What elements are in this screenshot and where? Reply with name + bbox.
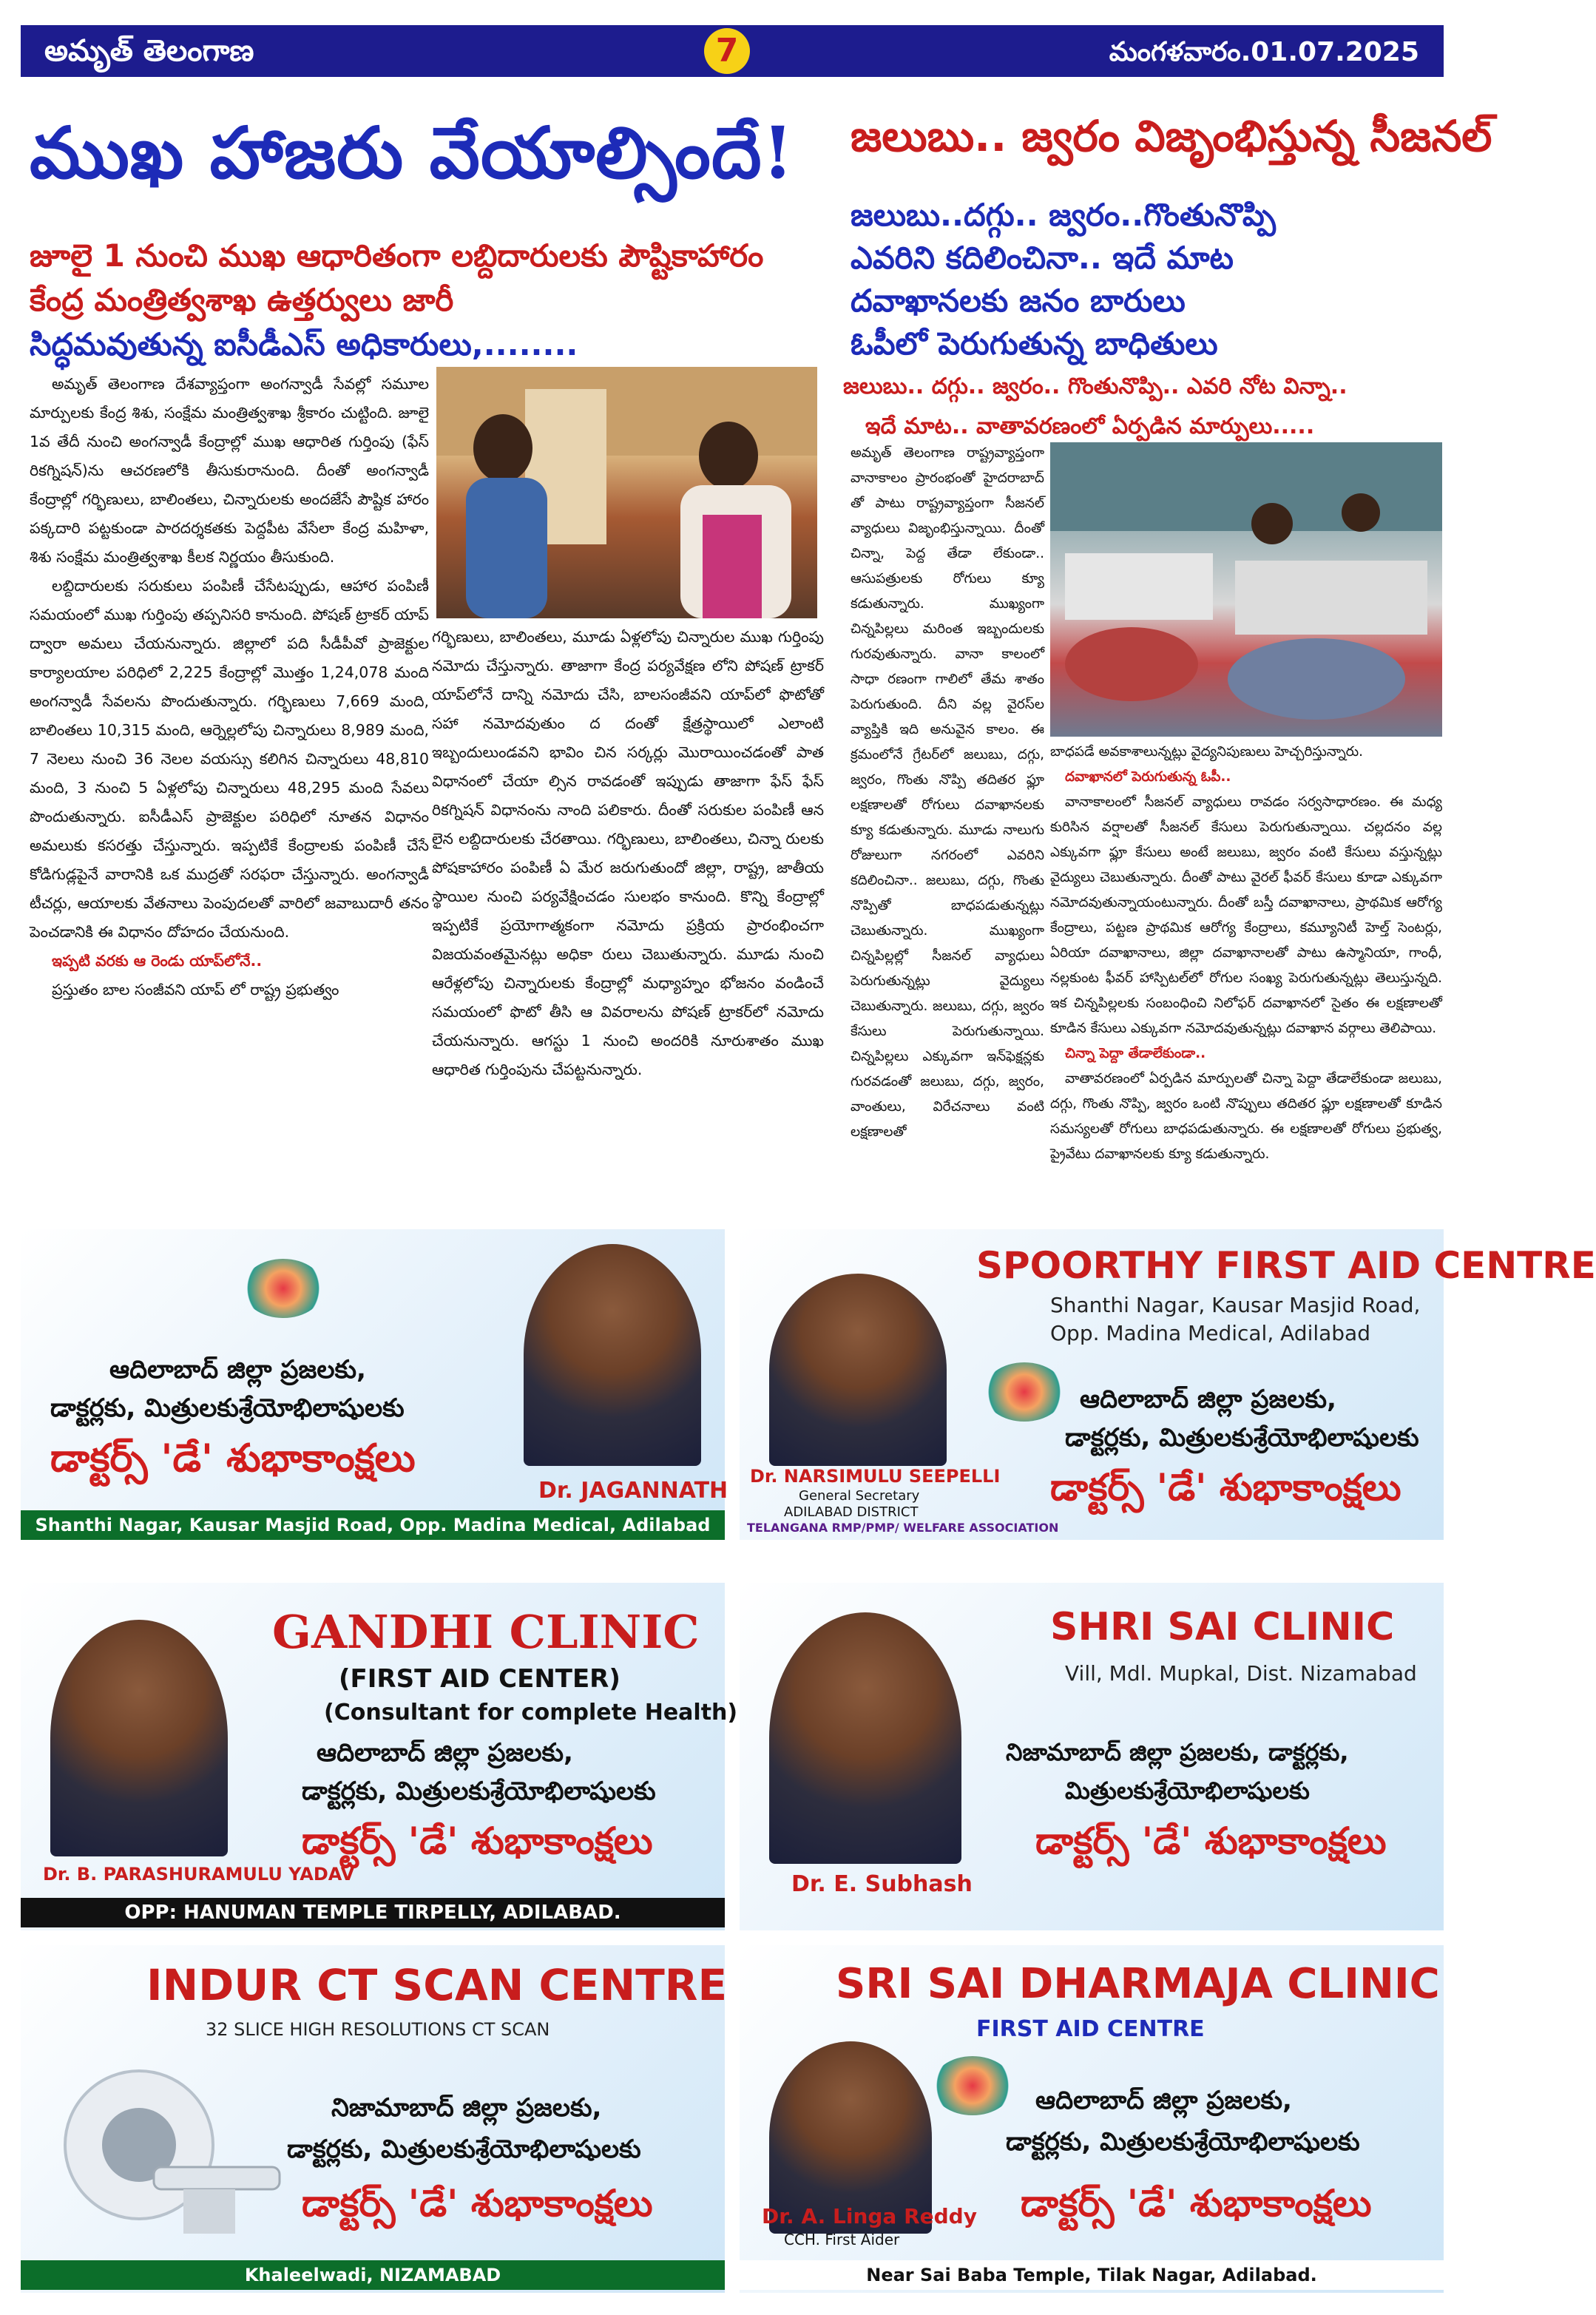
lead-subhead-3: సిద్ధమవుతున్న ఐసీడీఎస్ అధికారులు,........	[30, 326, 578, 362]
lead-paragraph-3: ప్రస్తుతం బాల సంజీవని యాప్ లో రాష్ట్ర ప్రభుత్వం	[52, 981, 339, 998]
doctor-role-3: TELANGANA RMP/PMP/ WELFARE ASSOCIATION	[747, 1521, 1059, 1535]
paper-name: అమృత్ తెలంగాణ	[44, 34, 254, 68]
lead-paragraph-2: లబ్దిదారులకు సరుకులు పంపిణీ చేసేటప్పుడు, ఆహార పంపిణీ సమయంలో ముఖ గుర్తింపు తప్పనిసరి కానుంది. పోషణ్ ట్రాకర్ యాప్ ద్వారా అమలు చేయనున్నారు. జిల్లాలో పది సీడీపీవో ప్రాజెక్టుల కార్యాలయాల పరిధిలో 2,225 కేంద్రాల్లో మొత్తం 1,24,078 మంది అంగన్వాడీ సేవలను పొందుతున్నారు. గర్భిణులు 7,669 మంది, బాలింతలు 10,315 మంది, ఆర్నెల్లలోపు చిన్నారులు 8,989 మంది, 7 నెలలు నుంచి 36 నెలల వయస్సు కలిగిన చిన్నారులు 48,810 మంది, 3 నుంచి 5 ఏళ్లలోపు చిన్నారులు 48,295 మంది సేవలు పొందుతున్నారు. ఐసీడీఎస్ ప్రాజెక్టుల పరిధిలో నూతన విధానం అమలుకు కసరత్తు చేస్తున్నారు. ఇప్పటికే కేంద్రాలకు పంపిణీ చేసే కోడిగుడ్లపైనే వారానికి ఒక ముద్రతో సరఫరా చేస్తున్నారు. అంగన్వాడీ టీచర్లు, ఆయాలకు వేతనాలు పెంపుదలతో వారిలో జవాబుదారీ తనం పెంచడానికి ఈ విధానం దోహదం చేయనుంది.	[30, 577, 429, 941]
issue-date: మంగళవారం.01.07.2025	[1109, 37, 1419, 67]
hospital-photo	[1050, 442, 1442, 737]
ad-doctors-day: డాక్టర్స్ 'డే' శుభాకాంక్షలు	[1050, 1466, 1401, 1509]
flower-bouquet-icon	[984, 1362, 1065, 1422]
health-section-heading-2: చిన్నా పెద్దా తేడాలేకుండా..	[1065, 1046, 1206, 1061]
flower-bouquet-icon	[932, 2056, 1013, 2115]
health-column-2	[1050, 740, 1442, 1222]
lead-subhead-2: కేంద్ర మంత్రిత్వశాఖ ఉత్తర్వులు జారీ	[30, 282, 454, 318]
flower-bouquet-icon	[243, 1259, 324, 1318]
lead-section-heading: ఇప్పటి వరకు ఆ రెండు యాప్‌లోనే..	[52, 952, 263, 970]
ad-wish-line-2: మిత్రులకుశ్రేయోభిలాషులకు	[1065, 1777, 1310, 1805]
ad-wish-line-2: డాక్టర్లకు, మిత్రులకుశ్రేయోభిలాషులకు	[50, 1393, 405, 1423]
doctor-name: Dr. E. Subhash	[791, 1871, 973, 1897]
ad-jagannath	[21, 1229, 728, 1540]
ad-subtitle: 32 SLICE HIGH RESOLUTIONS CT SCAN	[206, 2019, 550, 2040]
anganwadi-photo	[436, 367, 817, 618]
health-paragraph-1: బాధపడే అవకాశాలున్నట్లు వైద్యనిపుణులు హెచ్చరిస్తున్నారు.	[1050, 744, 1364, 760]
ad-address: Vill, Mdl. Mupkal, Dist. Nizamabad	[1065, 1661, 1417, 1686]
doctor-portrait	[769, 1274, 947, 1466]
ad-subtitle-2: (Consultant for complete Health)	[324, 1700, 738, 1726]
ad-doctors-day: డాక్టర్స్ 'డే' శుభాకాంక్షలు	[1035, 1819, 1387, 1862]
ad-wish-line-1: ఆదిలాబాద్ జిల్లా ప్రజలకు,	[109, 1355, 366, 1385]
health-subhead-2: ఎవరిని కదిలించినా.. ఇదే మాట	[851, 240, 1234, 276]
ad-wish-line-1: నిజామాబాద్ జిల్లా ప్రజలకు, డాక్టర్లకు,	[1006, 1738, 1349, 1766]
doctor-role: CCH. First Aider	[784, 2231, 900, 2248]
doctor-role-1: General Secretary	[799, 1488, 920, 1504]
ad-doctors-day: డాక్టర్స్ 'డే' శుభాకాంక్షలు	[302, 2182, 653, 2225]
health-subhead-3: దవాఖానలకు జనం బారులు	[851, 283, 1186, 319]
ad-gandhi-clinic	[21, 1583, 738, 1930]
health-column-1: అమృత్ తెలంగాణ రాష్ట్రవ్యాప్తంగా వానాకాలం ప్రారంభంతో హైదరాబాద్ తో పాటు రాష్ట్రవ్యాప్తంగా సీజనల్ వ్యాధులు విజృంభిస్తున్నాయి. దీంతో చిన్నా, పెద్ద తేడా లేకుండా.. ఆసుపత్రులకు రోగులు క్యూ కడుతున్నారు. ముఖ్యంగా చిన్నపిల్లలు మరింత ఇబ్బందులకు గురవుతున్నారు. వానా కాలంలో సాధా రణంగా గాలిలో తేమ శాతం పెరుగుతుంది. దీని వల్ల వైరస్‌ల వ్యాప్తికి ఇది అనువైన కాలం. ఈ క్రమంలోనే గ్రేటర్‌లో జలుబు, దగ్గు, జ్వరం, గొంతు నొప్పి తదితర ఫ్లూ లక్షణాలతో రోగులు దవాఖానలకు క్యూ కడుతున్నారు. మూడు నాలుగు రోజులుగా నగరంలో ఎవరిని కదిలించినా.. జలుబు, దగ్గు, గొంతు నొప్పితో బాధపడుతున్నట్లు చెబుతున్నారు. ముఖ్యంగా చిన్నపిల్లల్లో సీజనల్ వ్యాధులు పెరుగుతున్నట్లు వైద్యులు చెబుతున్నారు. జలుబు, దగ్గు, జ్వరం కేసులు పెరుగుతున్నాయి. చిన్నపిల్లలు ఎక్కువగా ఇన్‌ఫెక్షన్లకు గురవడంతో జలుబు, దగ్గు, జ్వరం, వాంతులు, విరేచనాలు వంటి లక్షణాలతో	[851, 445, 1044, 1140]
lead-column-2: గర్భిణులు, బాలింతలు, మూడు ఏళ్లలోపు చిన్నారుల ముఖ గుర్తింపు నమోదు చేస్తున్నారు. తాజాగా కేంద్ర పర్యవేక్షణ లోని పోషణ్ ట్రాకర్ యాప్‌లోనే దాన్ని నమోదు చేసి, బాలసంజీవని యాప్‌లో ఫొటోతో సహా నమోదవుతుం ద దంతో క్షేత్రస్థాయిలో ఎలాంటి ఇబ్బందులుండవని భావిం చిన సర్కర్లు మొరాయించడంతో పాత విధానంలో చేయా ల్సిన రావడంతో ఇప్పుడు తాజాగా ఫేస్ ఫేస్ రికగ్నిషన్ విధానంను నాంది పలికారు. దీంతో సరుకుల పంపిణీ ఆన లైన లబ్దిదారులకు చేరతాయి. గర్భిణులు, బాలింతలు, చిన్నా రులకు పోషకాహారం పంపిణీ ఏ మేర జరుగుతుందో జిల్లా, రాష్ట్ర, జాతీయ స్థాయిల నుంచి పర్యవేక్షించడం సులభం కానుంది. కొన్ని కేంద్రాల్లో ఇప్పటికే ప్రయోగాత్మకంగా నమోదు ప్రక్రియ ప్రారంభించగా విజయవంతమైనట్లు అధికా రులు చెబుతున్నారు. మూడు నుంచి ఆరేళ్లలోపు చిన్నారులకు కేంద్రాల్లో మధ్యాహ్నం భోజనం వండించే సమయంలో ఫొటో తీసి ఆ వివరాలను పోషణ్ ట్రాకర్‌లో నమోదు చేయనున్నారు. ఆగస్టు 1 నుంచి అందరికి నూరుశాతం ముఖ ఆధారిత గుర్తింపును చేపట్టనున్నారు.	[432, 628, 824, 1078]
anganwadi-photo-illustration	[436, 367, 817, 618]
doctor-name: Dr. A. Linga Reddy	[762, 2204, 977, 2228]
ad-title: SRI SAI DHARMAJA CLINIC	[836, 1960, 1440, 2008]
health-tagline-2: ఇదే మాట.. వాతావరణంలో ఏర్పడిన మార్పులు.....	[865, 413, 1315, 439]
ct-scanner-icon	[35, 2056, 287, 2241]
ad-footer: Near Sai Baba Temple, Tilak Nagar, Adilabad.	[740, 2260, 1444, 2290]
ad-wish-line-1: నిజామాబాద్ జిల్లా ప్రజలకు,	[331, 2093, 602, 2123]
ad-footer: OPP: HANUMAN TEMPLE TIRPELLY, ADILABAD.	[21, 1898, 725, 1927]
doctor-role-2: ADILABAD DISTRICT	[784, 1504, 919, 1520]
doctor-portrait	[769, 1612, 961, 1864]
lead-subhead-1: జూలై 1 నుంచి ముఖ ఆధారితంగా లబ్దిదారులకు పౌష్టికాహారం	[30, 237, 764, 274]
doctor-name: Dr. NARSIMULU SEEPELLI	[750, 1466, 1001, 1487]
ad-sri-sai-dharmaja-clinic	[740, 1945, 1444, 2293]
doctor-name: Dr. JAGANNATH	[538, 1478, 728, 1504]
health-tagline-1: జలుబు.. దగ్గు.. జ్వరం.. గొంతునొప్పి.. ఎవరి నోట విన్నా..	[843, 374, 1348, 399]
doctor-name: Dr. B. PARASHURAMULU YADAV	[43, 1864, 355, 1885]
health-paragraph-2: వానాకాలంలో సీజనల్ వ్యాధులు రావడం సర్వసాధారణం. ఈ మధ్య కురిసిన వర్షాలతో సీజనల్ కేసులు పెరుగుతున్నాయి. చల్లదనం వల్ల ఎక్కువగా ఫ్లూ కేసులు అంటే జలుబు, జ్వరం వంటి కేసులు వస్తున్నట్లు వైద్యులు చెబుతున్నారు. దీంతో పాటు వైరల్ ఫీవర్ కేసులు కూడా ఎక్కువగా నమోదవుతున్నాయంటున్నారు. దీంతో బస్తీ దవాఖానాలు, ప్రాథమిక ఆరోగ్య కేంద్రాలు, పట్టణ ప్రాథమిక ఆరోగ్య కేంద్రాలు, కమ్యూనిటీ హెల్త్ సెంటర్లు, ఏరియా దవాఖానాలు, జిల్లా దవాఖానాలతో పాటు ఉస్మానియా, గాంధీ, నల్లకుంట ఫీవర్ హాస్పిటల్‌లో రోగుల సంఖ్య పెరుగుతున్నట్లు తెలుస్తున్నది. ఇక చిన్నపిల్లలకు సంబంధించి నిలోఫర్ దవాఖానలో సైతం ఈ లక్షణాలతో కూడిన కేసులు ఎక్కువగా నమోదవుతున్నట్లు దవాఖాన వర్గాలు తెలిపాయి.	[1050, 794, 1442, 1036]
ad-footer: Shanthi Nagar, Kausar Masjid Road, Opp. Madina Medical, Adilabad	[21, 1510, 725, 1540]
lead-column-1	[30, 370, 429, 1220]
ad-wish-line-1: ఆదిలాబాద్ జిల్లా ప్రజలకు,	[1080, 1385, 1336, 1414]
health-subhead-1: జలుబు..దగ్గు.. జ్వరం..గొంతునొప్పి	[851, 197, 1276, 233]
ad-subtitle: FIRST AID CENTRE	[976, 2016, 1205, 2042]
lead-headline: ముఖ హాజరు వేయాల్సిందే!	[30, 111, 794, 195]
ad-title: GANDHI CLINIC	[272, 1605, 700, 1659]
ad-address-2: Opp. Madina Medical, Adilabad	[1050, 1321, 1370, 1345]
ad-title: SHRI SAI CLINIC	[1050, 1605, 1395, 1649]
lead-paragraph-1: అమృత్ తెలంగాణ దేశవ్యాప్తంగా అంగన్వాడీ సేవల్లో సమూల మార్పులకు కేంద్ర శిశు, సంక్షేమ మంత్రిత్వశాఖ శ్రీకారం చుట్టింది. జూలై 1వ తేదీ నుంచి అంగన్వాడీ కేంద్రాల్లో ముఖ ఆధారిత గుర్తింపు (ఫేస్ రికగ్నిషన్)ను ఆచరణలోకి తీసుకురానుంది. దీంతో అంగన్వాడీ కేంద్రాల్లో గర్భిణులు, బాలింతలు, చిన్నారులకు అందజేసే పౌష్టిక హారం పక్కదారి పట్టకుండా పారదర్శకతకు పెద్దపీట వేసేలా కేంద్ర మహిళా, శిశు సంక్షేమ మంత్రిత్వశాఖ కీలక నిర్ణయం తీసుకుంది.	[30, 375, 429, 566]
health-headline: జలుబు.. జ్వరం విజృంభిస్తున్న సీజనల్	[851, 111, 1492, 161]
health-subhead-4: ఓపీలో పెరుగుతున్న బాధితులు	[851, 325, 1218, 362]
ad-wish-line-2: డాక్టర్లకు, మిత్రులకుశ్రేయోభిలాషులకు	[287, 2135, 641, 2164]
health-paragraph-3: వాతావరణంలో ఏర్పడిన మార్పులతో చిన్నా పెద్దా తేడాలేకుండా జలుబు, దగ్గు, గొంతు నొప్పి, జ్వరం ఒంటి నొప్పులు తదితర ఫ్లూ లక్షణాలతో కూడిన సమస్యలతో రోగులు బాధపడుతున్నారు. ఈ లక్షణాలతో రోగులు ప్రభుత్వ, ప్రైవేటు దవాఖానలకు క్యూ కడుతున్నారు.	[1050, 1071, 1442, 1162]
ad-wish-line-1: ఆదిలాబాద్ జిల్లా ప్రజలకు,	[1035, 2086, 1292, 2115]
ad-address-1: Shanthi Nagar, Kausar Masjid Road,	[1050, 1293, 1421, 1317]
ad-shri-sai-clinic	[740, 1583, 1444, 1930]
ad-wish-line-2: డాక్టర్లకు, మిత్రులకుశ్రేయోభిలాషులకు	[1065, 1423, 1419, 1453]
ad-footer: Khaleelwadi, NIZAMABAD	[21, 2260, 725, 2290]
health-section-heading-1: దవాఖానలో పెరుగుతున్న ఓపీ..	[1065, 769, 1231, 785]
ad-wish-line-1: ఆదిలాబాద్ జిల్లా ప్రజలకు,	[317, 1738, 573, 1768]
doctor-portrait	[524, 1244, 701, 1466]
ad-wish-line-2: డాక్టర్లకు, మిత్రులకుశ్రేయోభిలాషులకు	[302, 1777, 656, 1806]
ad-doctors-day: డాక్టర్స్ 'డే' శుభాకాంక్షలు	[1021, 2182, 1372, 2225]
ad-title: INDUR CT SCAN CENTRE	[146, 1960, 728, 2010]
ad-doctors-day: డాక్టర్స్ 'డే' శుభాకాంక్షలు	[302, 1819, 653, 1862]
ad-title: SPOORTHY FIRST AID CENTRE	[976, 1244, 1596, 1287]
doctor-portrait	[50, 1620, 228, 1856]
hospital-photo-illustration	[1050, 442, 1442, 737]
ad-doctors-day: డాక్టర్స్ 'డే' శుభాకాంక్షలు	[50, 1436, 416, 1481]
ad-wish-line-2: డాక్టర్లకు, మిత్రులకుశ్రేయోభిలాషులకు	[1006, 2127, 1360, 2157]
ad-indur-ct-scan	[21, 1945, 728, 2293]
ad-subtitle-1: (FIRST AID CENTER)	[339, 1664, 621, 1694]
page-number: 7	[704, 28, 750, 74]
ad-spoorthy	[740, 1229, 1596, 1540]
